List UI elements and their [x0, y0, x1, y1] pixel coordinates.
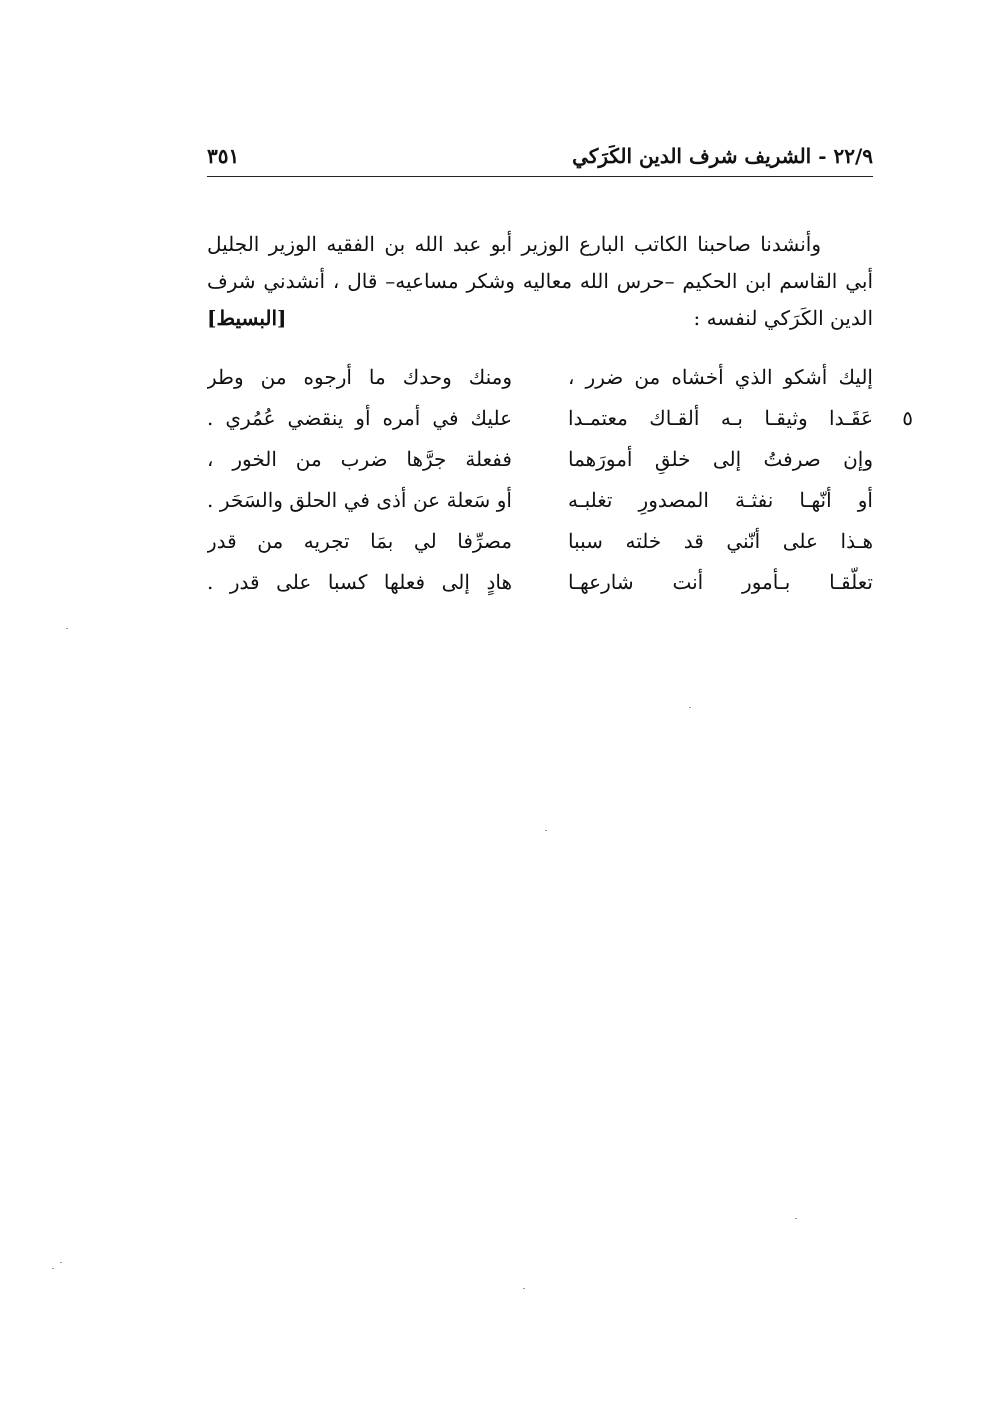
poem	[207, 362, 913, 608]
meter-label: [البسيط]	[207, 306, 287, 330]
verse	[207, 567, 873, 608]
second-hemistich: هادٍ إلى فعلها كسبا على قدر .	[207, 570, 512, 594]
scan-speck	[689, 707, 691, 708]
paragraph-line: وأنشدنا صاحبنا الكاتب البارع الوزير أبو عبد الله بن الفقيه الوزير الجليل	[207, 232, 821, 256]
verse	[207, 362, 873, 403]
verse	[207, 526, 873, 567]
verse	[207, 485, 873, 526]
paragraph-line-text: الدين الكَرَكي لنفسه :	[693, 306, 873, 330]
first-hemistich: إليك أشكو الذي أخشاه من ضرر ،	[568, 365, 873, 389]
scan-speck	[66, 628, 68, 629]
first-hemistich: تعلّقـا بـأمور أنت شارعهـا	[568, 570, 873, 594]
running-header	[207, 140, 873, 177]
scan-speck	[52, 1268, 54, 1269]
chapter-title: ٢٢/٩ - الشريف شرف الدين الكَرَكي	[572, 144, 873, 168]
verse-number: ٥	[902, 406, 913, 430]
first-hemistich: عَقَـدا وثيقـا بـه ألقـاك معتمـدا	[568, 406, 873, 430]
verse	[207, 444, 873, 485]
first-hemistich: وإن صرفتُ إلى خلقٍ أمورَهما	[568, 447, 873, 471]
scan-speck	[795, 1218, 797, 1219]
first-hemistich: هـذا على أنّني قد خلته سببا	[568, 529, 873, 553]
second-hemistich: مصرِّفا لي بمَا تجريه من قدر	[207, 529, 512, 553]
scan-speck	[60, 1262, 62, 1263]
intro-paragraph	[207, 226, 873, 337]
second-hemistich: ومنك وحدك ما أرجوه من وطر	[207, 365, 512, 389]
second-hemistich: عليك في أمره أو ينقضي عُمُري .	[207, 406, 512, 430]
scan-speck	[523, 1288, 525, 1289]
scan-speck	[545, 830, 547, 831]
paragraph-line: أبي القاسم ابن الحكيم –حرس الله معاليه وشكر مساعيه– قال ، أنشدني شرف	[207, 269, 873, 293]
first-hemistich: أو أنّهـا نفثـة المصدورِ تغلبـه	[568, 488, 873, 512]
paragraph-line-last	[207, 300, 873, 337]
page-number: ٣٥١	[207, 144, 240, 168]
verse	[207, 403, 913, 444]
second-hemistich: ففعلة جرَّها ضرب من الخور ،	[207, 447, 512, 471]
second-hemistich: أو سَعلة عن أذى في الحلق والسَحَر .	[207, 488, 512, 512]
